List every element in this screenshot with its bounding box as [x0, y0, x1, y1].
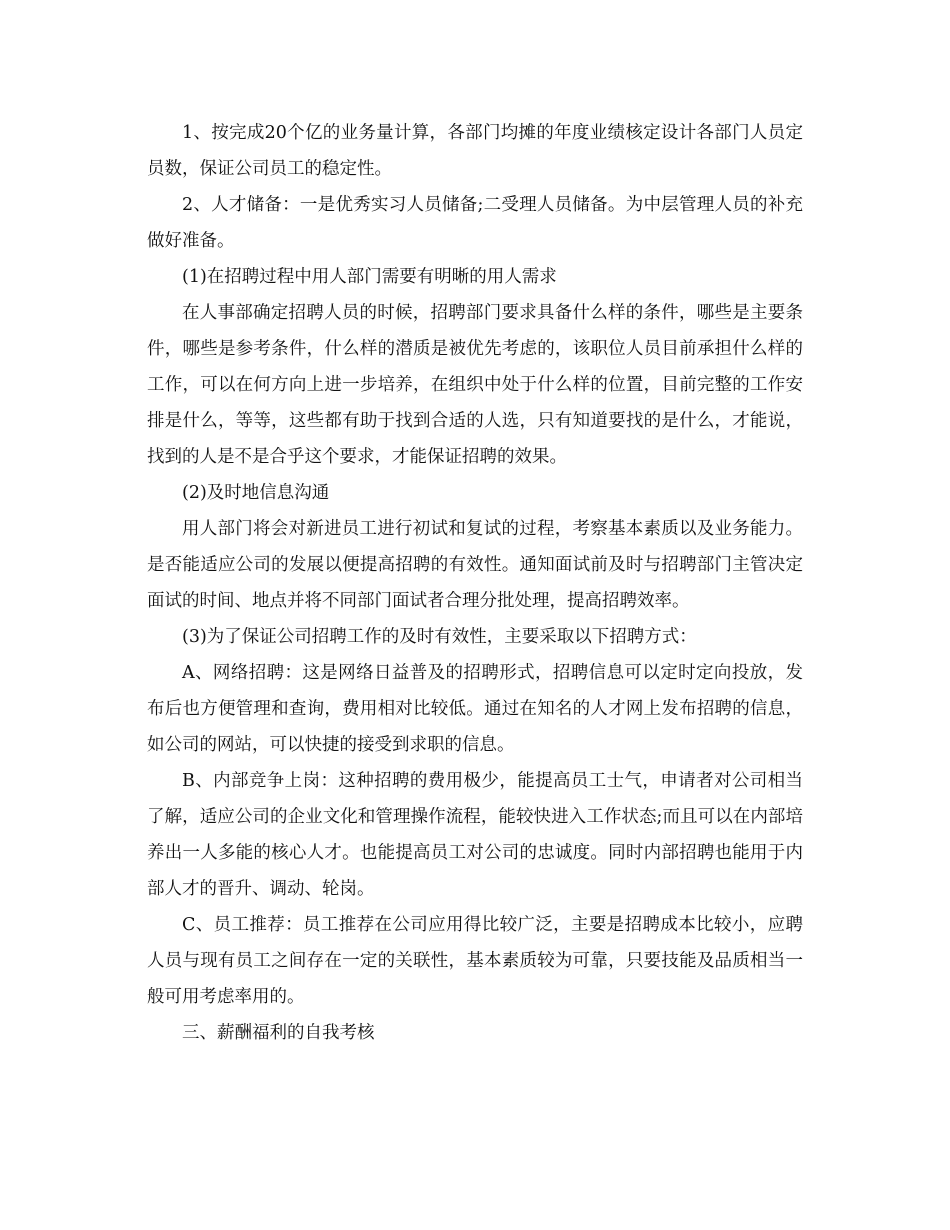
paragraph-section-three-heading: 三、薪酬福利的自我考核: [182, 1023, 375, 1043]
paragraph-internal-competition: B、内部竞争上岗：这种招聘的费用极少，能提高员工士气，申请者对公司相当了解，适应公司的企业文化和管理操作流程，能较快进入工作状态;而且可以在内部培养出一人多能的核心人才。也能提高员工对公司的忠诚度。同时内部招聘也能用于内部人才的晋升、调动、轮岗。: [147, 771, 803, 899]
paragraph-employee-referral: C、员工推荐：员工推荐在公司应用得比较广泛，主要是招聘成本比较小，应聘人员与现有员工之间存在一定的关联性，基本素质较为可靠，只要技能及品质相当一般可用考虑率用的。: [147, 915, 803, 1007]
paragraph-heading-clear-needs: (1)在招聘过程中用人部门需要有明晰的用人需求: [182, 267, 557, 287]
paragraph-talent-reserve: 2、人才储备：一是优秀实习人员储备;二受理人员储备。为中层管理人员的补充做好准备。: [147, 195, 803, 251]
paragraph-heading-recruit-methods: (3)为了保证公司招聘工作的及时有效性，主要采取以下招聘方式：: [182, 627, 697, 647]
paragraph-clear-needs-body: 在人事部确定招聘人员的时候，招聘部门要求具备什么样的条件，哪些是主要条件，哪些是参考条件，什么样的潜质是被优先考虑的，该职位人员目前承担什么样的工作，可以在何方向上进一步培养，在组织中处于什么样的位置，目前完整的工作安排是什么，等等，这些都有助于找到合适的人选，只有知道要找的是什么，才能说，找到的人是不是合乎这个要求，才能保证招聘的效果。: [147, 303, 803, 467]
paragraph-communication-body: 用人部门将会对新进员工进行初试和复试的过程，考察基本素质以及业务能力。是否能适应公司的发展以便提高招聘的有效性。通知面试前及时与招聘部门主管决定面试的时间、地点并将不同部门面试者合理分批处理，提高招聘效率。: [147, 519, 803, 611]
paragraph-heading-communication: (2)及时地信息沟通: [182, 483, 330, 503]
paragraph-staffing-quota: 1、按完成20个亿的业务量计算，各部门均摊的年度业绩核定设计各部门人员定员数，保证公司员工的稳定性。: [147, 123, 803, 179]
document-body: [147, 115, 803, 1051]
paragraph-online-recruiting: A、网络招聘：这是网络日益普及的招聘形式，招聘信息可以定时定向投放，发布后也方便管理和查询，费用相对比较低。通过在知名的人才网上发布招聘的信息，如公司的网站，可以快捷的接受到求职的信息。: [147, 663, 803, 755]
